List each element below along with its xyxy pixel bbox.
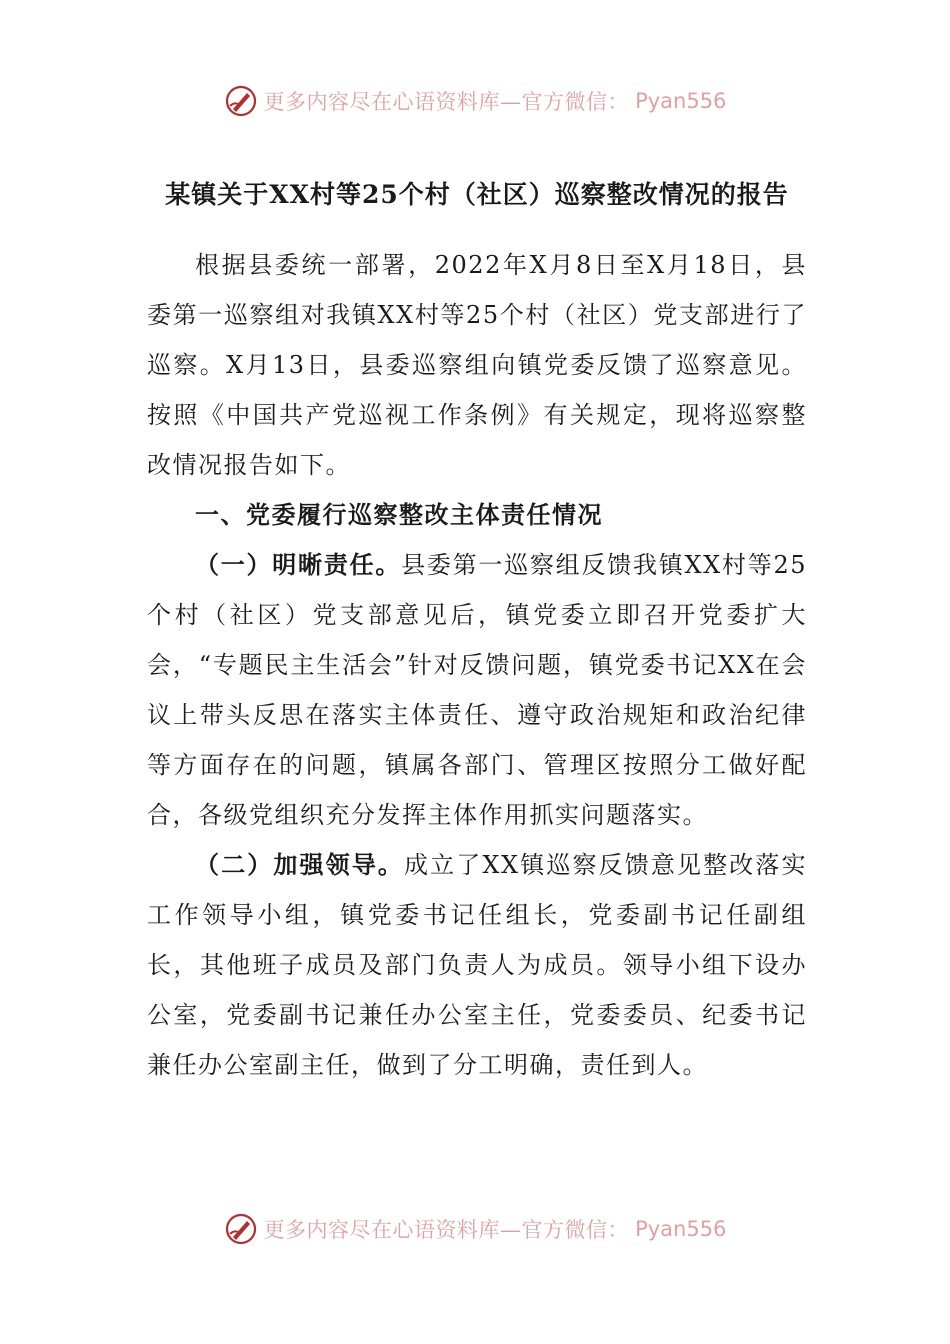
watermark-wechat-id: Pyan556 (635, 89, 727, 113)
section-heading-1: 一、党委履行巡察整改主体责任情况 (195, 500, 603, 529)
item-body-1: 县委第一巡察组反馈我镇XX村等25个村（社区）党支部意见后，镇党委立即召开党委扩大会，“专题民主生活会”针对反馈问题，镇党委书记XX在会议上带头反思在落实主体责任、遵守政治规矩和政治纪律等方面存在的问题，镇属各部门、管理区按照分工做好配合，各级党组织充分发挥主体作用抓实问题落实。 (147, 551, 807, 829)
watermark-text: 更多内容尽在心语资料库—官方微信： (263, 90, 630, 114)
item-body-2: 成立了XX镇巡察反馈意见整改落实工作领导小组，镇党委书记任组长，党委副书记任副组长，其他班子成员及部门负责人为成员。领导小组下设办公室，党委副书记兼任办公室主任，党委委员、纪委书记兼任办公室副主任，做到了分工明确，责任到人。 (147, 851, 808, 1079)
item-lead-2: （二）加强领导。 (195, 850, 405, 879)
pen-logo-icon (224, 84, 258, 118)
watermark-text: 更多内容尽在心语资料库—官方微信： (263, 1218, 630, 1242)
watermark-wechat-id: Pyan556 (635, 1217, 727, 1241)
watermark-header (0, 84, 950, 118)
document-title: 某镇关于XX村等25个村（社区）巡察整改情况的报告 (165, 180, 789, 209)
document-body (147, 170, 807, 1090)
item-lead-1: （一）明晰责任。 (195, 550, 402, 579)
watermark-footer (0, 1212, 950, 1246)
pen-logo-icon (224, 1212, 258, 1246)
item-paragraph-1 (147, 540, 807, 840)
item-paragraph-2 (147, 840, 807, 1090)
intro-paragraph: 根据县委统一部署，2022年X月8日至X月18日，县委第一巡察组对我镇XX村等25个村（社区）党支部进行了巡察。X月13日，县委巡察组向镇党委反馈了巡察意见。按照《中国共产党巡视工作条例》有关规定，现将巡察整改情况报告如下。 (147, 251, 807, 479)
